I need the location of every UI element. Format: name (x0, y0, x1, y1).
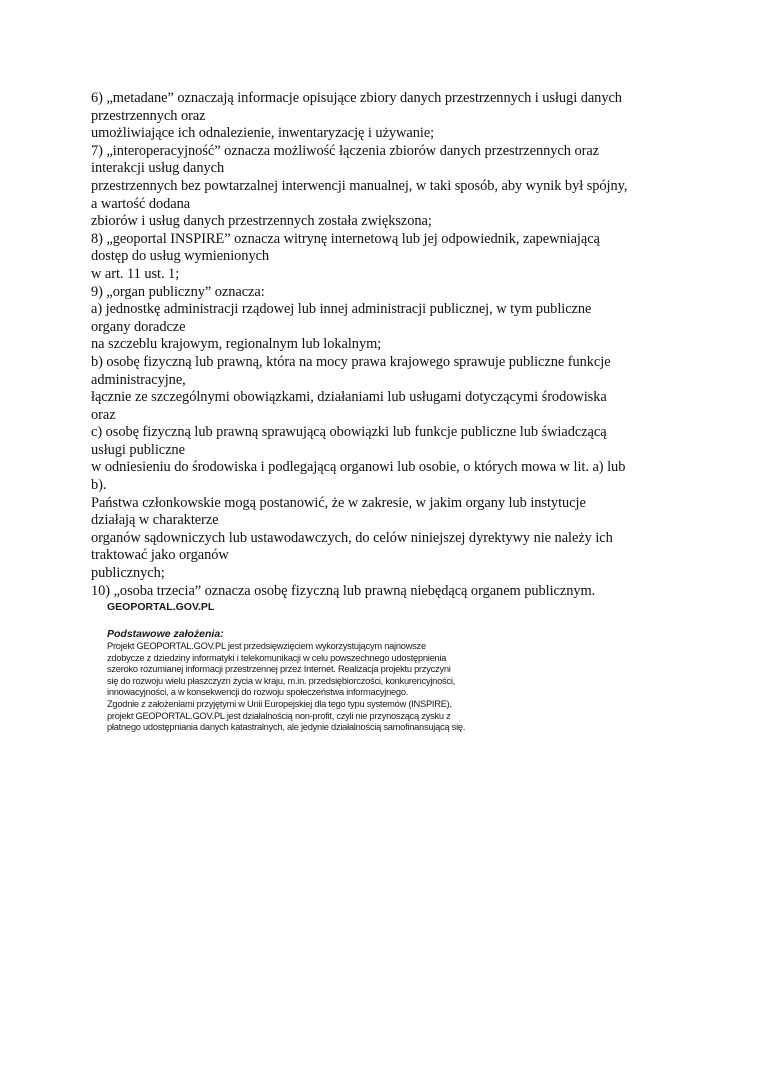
text-line: 10) „osoba trzecia” oznacza osobę fizyczną lub prawną niebędącą organem publicznym. (91, 582, 596, 599)
text-line: b). (91, 477, 107, 494)
assumptions-line: płatnego udostępniania danych katastralnych, ale jedynie działalnością samofinansującą się. (107, 722, 466, 733)
text-line: przestrzennych bez powtarzalnej interwencji manualnej, w taki sposób, aby wynik był spójny, (91, 177, 628, 194)
text-line: na szczeblu krajowym, regionalnym lub lokalnym; (91, 336, 382, 353)
text-line: przestrzennych oraz (91, 107, 206, 124)
text-line: w art. 11 ust. 1; (91, 265, 180, 282)
text-line: administracyjne, (91, 371, 186, 388)
text-line: traktować jako organów (91, 547, 229, 564)
text-line: b) osobę fizyczną lub prawną, która na mocy prawa krajowego sprawuje publiczne funkcje (91, 353, 611, 370)
text-line: działają w charakterze (91, 512, 219, 529)
text-line: łącznie ze szczególnymi obowiązkami, działaniami lub usługami dotyczącymi środowiska (91, 389, 607, 406)
geoportal-assumptions (107, 628, 547, 734)
text-line: a wartość dodana (91, 195, 191, 212)
assumptions-subtitle: Podstawowe założenia: (107, 628, 224, 640)
assumptions-line: szeroko rozumianej informacji przestrzennej przez Internet. Realizacja projektu przyczyni (107, 664, 451, 675)
assumptions-line: się do rozwoju wielu płaszczyzn życia w kraju, m.in. przedsiębiorczości, konkurencyjności, (107, 675, 455, 686)
text-line: 7) „interoperacyjność” oznacza możliwość łączenia zbiorów danych przestrzennych oraz (91, 142, 600, 159)
assumptions-line: innowacyjności, a w konsekwencji do rozwoju społeczeństwa informacyjnego. (107, 687, 409, 698)
text-line: 9) „organ publiczny” oznacza: (91, 283, 265, 300)
text-line: organy doradcze (91, 318, 186, 335)
text-line: Państwa członkowskie mogą postanowić, że w zakresie, w jakim organy lub instytucje (91, 494, 586, 511)
text-line: a) jednostkę administracji rządowej lub innej administracji publicznej, w tym publiczne (91, 301, 592, 318)
text-line: organów sądowniczych lub ustawodawczych, do celów niniejszej dyrektywy nie należy ich (91, 529, 613, 546)
text-line: usługi publiczne (91, 441, 185, 458)
text-line: 6) „metadane” oznaczają informacje opisujące zbiory danych przestrzennych i usługi danych (91, 90, 622, 106)
text-line: publicznych; (91, 565, 165, 582)
assumptions-line: projekt GEOPORTAL.GOV.PL jest działalnością non-profit, czyli nie przynoszącą zysku z (107, 710, 451, 721)
assumptions-line: Zgodnie z założeniami przyjętymi w Unii Europejskiej dla tego typu systemów (INSPIRE), (107, 698, 452, 709)
directive-definitions-text (91, 90, 681, 600)
assumptions-line: Projekt GEOPORTAL.GOV.PL jest przedsięwzięciem wykorzystującym najnowsze (107, 641, 426, 651)
text-line: w odniesieniu do środowiska i podlegającą organowi lub osobie, o których mowa w lit. a) lub (91, 459, 626, 476)
text-line: interakcji usług danych (91, 160, 225, 177)
text-line: c) osobę fizyczną lub prawną sprawującą obowiązki lub funkcje publiczne lub świadczącą (91, 424, 607, 441)
assumptions-line: zdobycze z dziedziny informatyki i telekomunikacji w celu powszechnego udostępnienia (107, 652, 447, 663)
geoportal-header: GEOPORTAL.GOV.PL (107, 601, 215, 613)
text-line: zbiorów i usług danych przestrzennych została zwiększona; (91, 213, 432, 230)
text-line: dostęp do usług wymienionych (91, 248, 270, 265)
text-line: 8) „geoportal INSPIRE” oznacza witrynę internetową lub jej odpowiednik, zapewniającą (91, 230, 600, 247)
text-line: oraz (91, 406, 116, 423)
text-line: umożliwiające ich odnalezienie, inwentaryzację i używanie; (91, 125, 435, 142)
